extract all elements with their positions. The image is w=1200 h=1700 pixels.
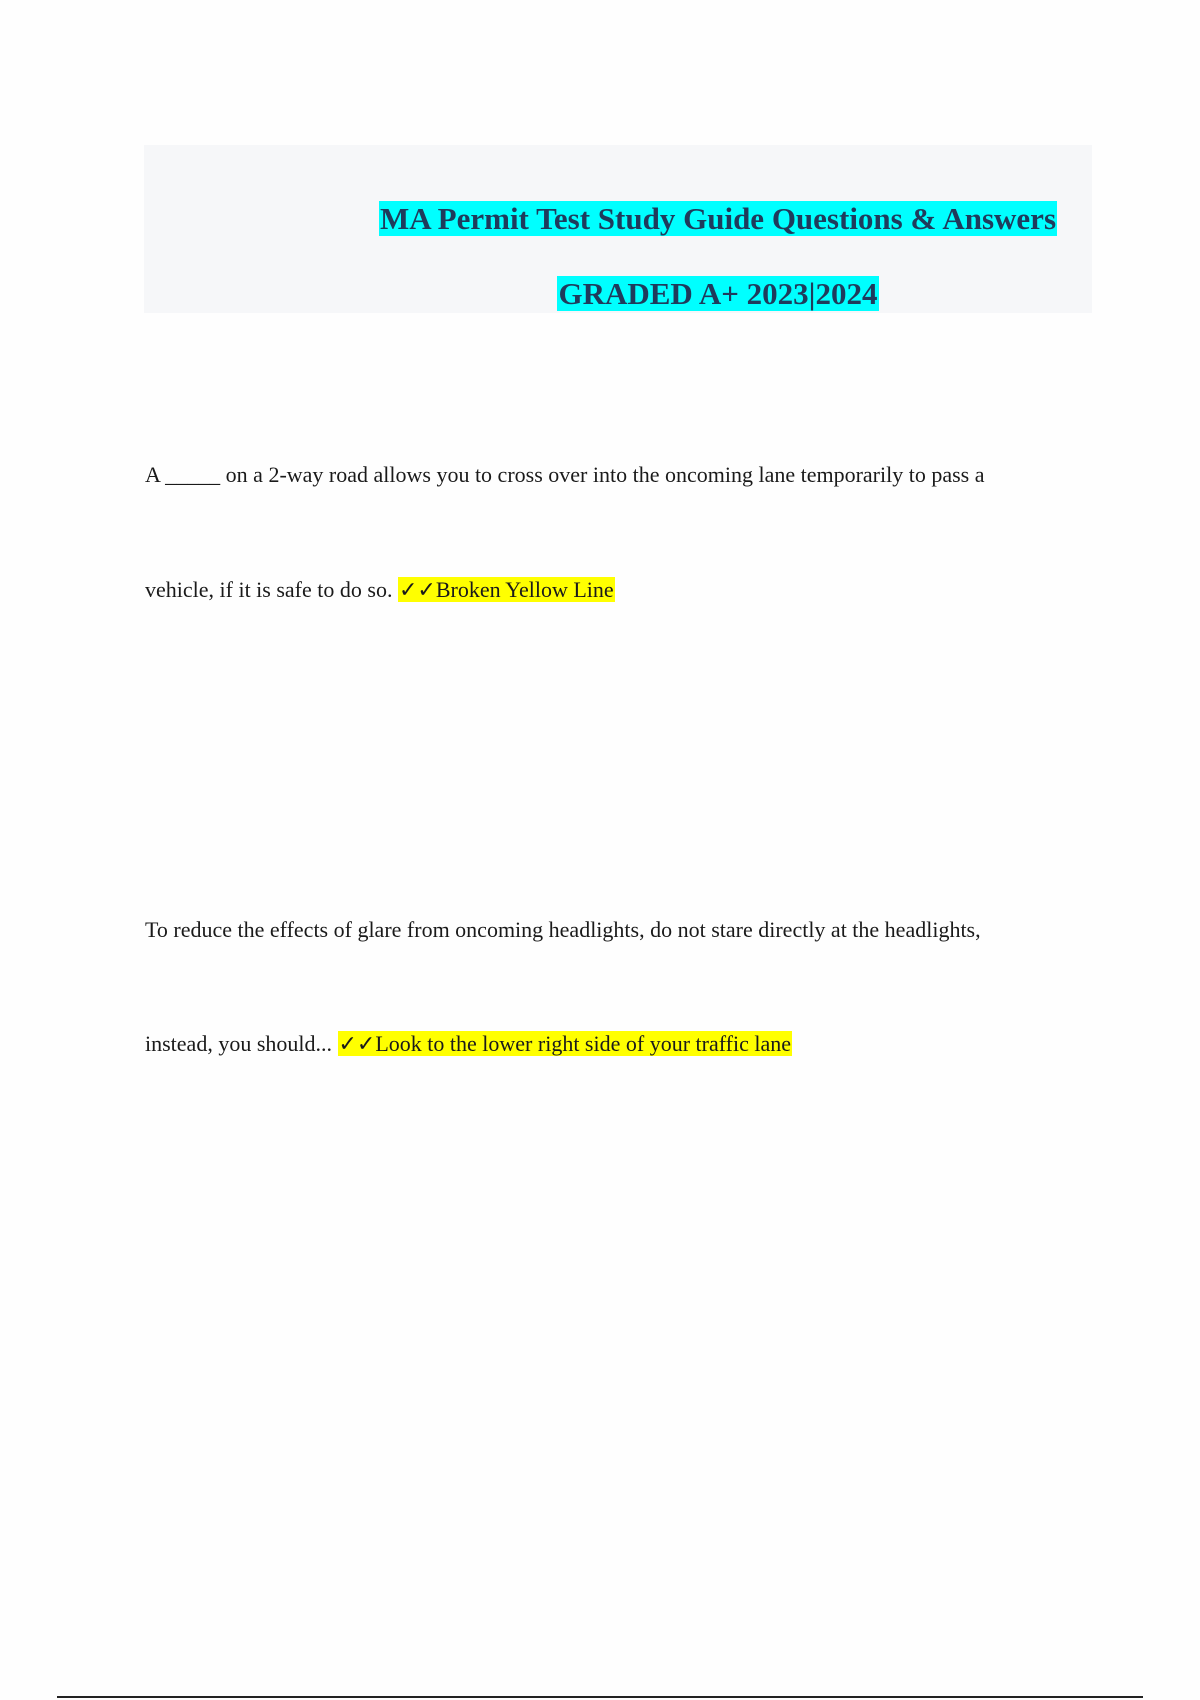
title-block xyxy=(144,145,1092,313)
question-1-line-1 xyxy=(145,461,1105,489)
answer-1: ✓✓Broken Yellow Line xyxy=(398,577,614,602)
answer-2: ✓✓Look to the lower right side of your traffic lane xyxy=(338,1031,792,1056)
question-1-text-2: vehicle, if it is safe to do so. xyxy=(145,577,393,602)
title-text-1: MA Permit Test Study Guide Questions & Answers xyxy=(379,201,1057,236)
title-text-2: GRADED A+ 2023|2024 xyxy=(558,276,878,311)
question-2-text-1: To reduce the effects of glare from oncoming headlights, do not stare directly at the headlights, xyxy=(145,917,981,942)
question-2-line-2 xyxy=(145,1030,1105,1058)
question-1-text-1: A _____ on a 2-way road allows you to cross over into the oncoming lane temporarily to pass a xyxy=(145,462,985,487)
question-2-text-2: instead, you should... xyxy=(145,1031,332,1056)
question-1-line-2 xyxy=(145,576,1105,604)
question-2-line-1 xyxy=(145,916,1105,944)
document-title-line-1 xyxy=(144,200,1092,238)
footer-divider xyxy=(57,1696,1143,1698)
document-title-line-2 xyxy=(144,275,1092,313)
